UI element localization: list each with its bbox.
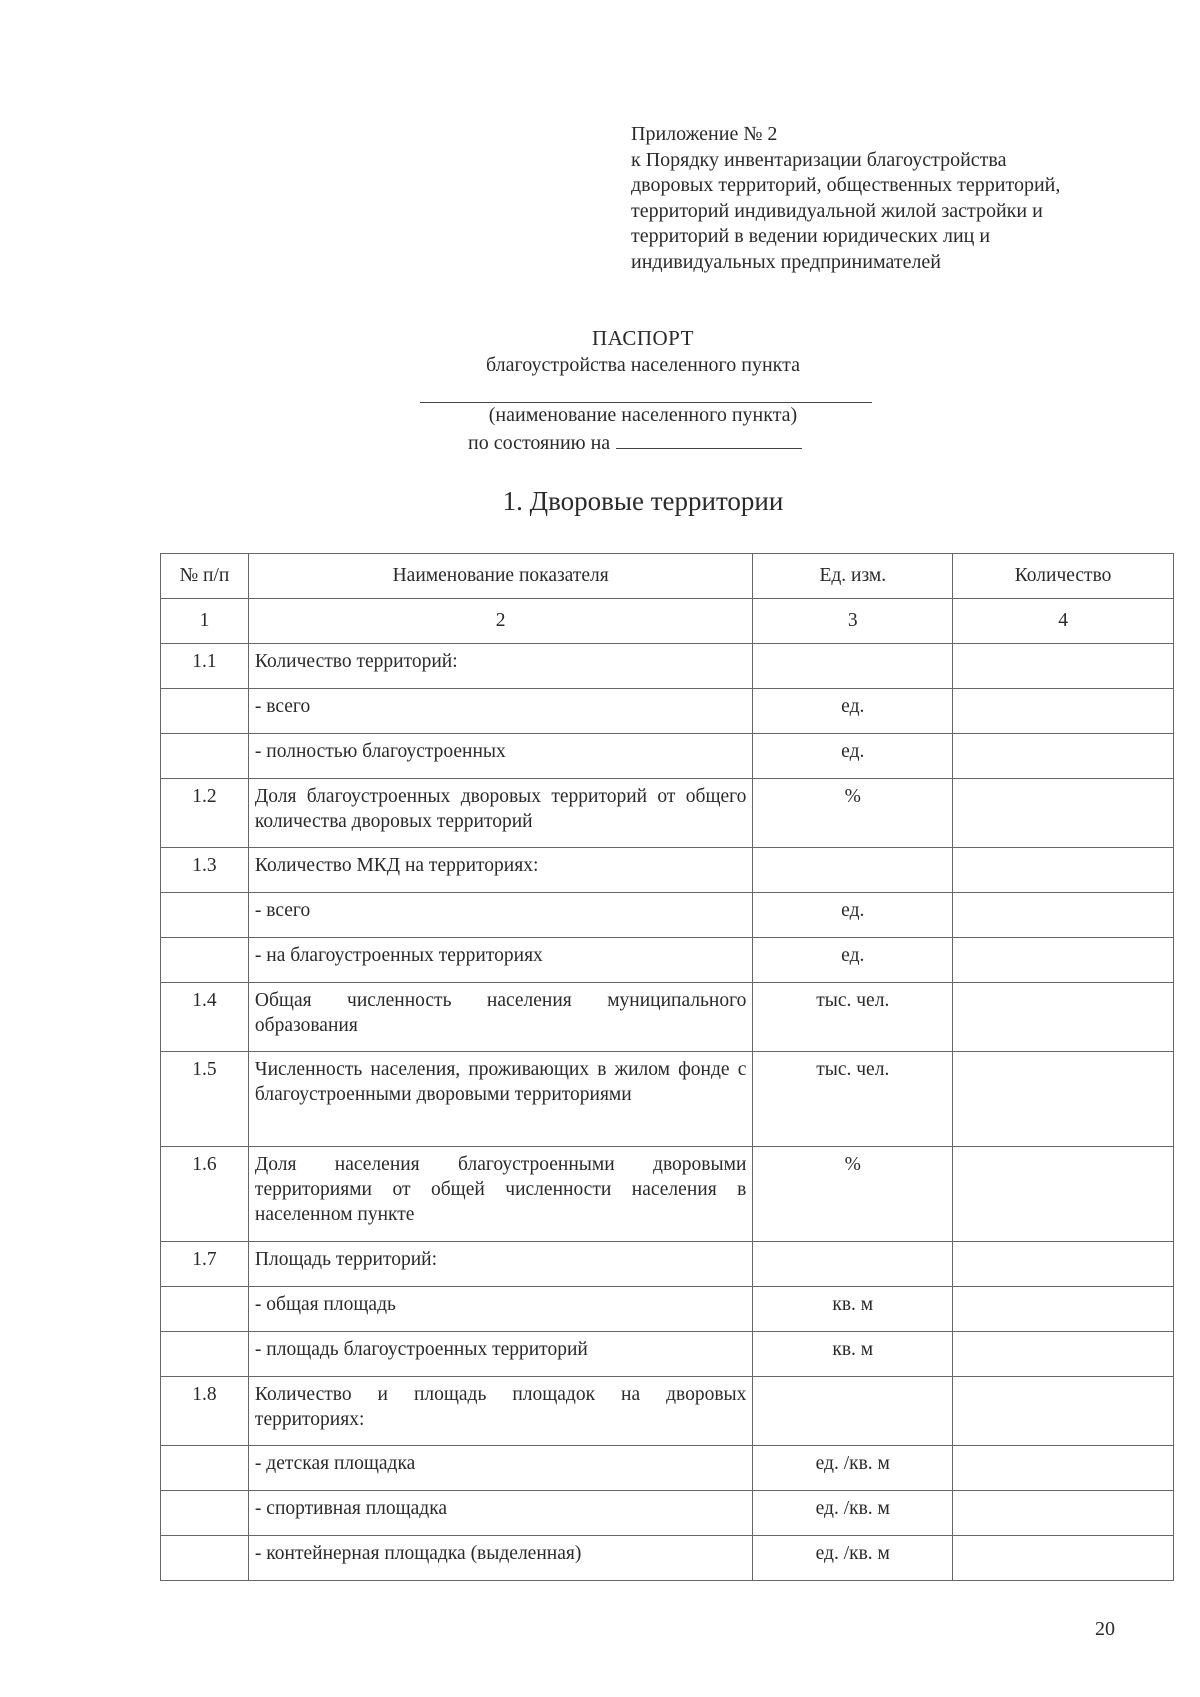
quantity-cell[interactable] [953, 1287, 1174, 1332]
section-title: 1. Дворовые территории [502, 486, 784, 516]
quantity-cell[interactable] [953, 1052, 1174, 1147]
row-number [161, 1332, 249, 1377]
row-number [161, 1536, 249, 1581]
indicator-name: - всего [248, 689, 752, 734]
quantity-cell[interactable] [953, 983, 1174, 1052]
indicator-name: - полностью благоустроенных [248, 734, 752, 779]
appendix-line: территорий индивидуальной жилой застройки и [631, 199, 1043, 222]
quantity-cell[interactable] [953, 938, 1174, 983]
column-header-unit: Ед. изм. [753, 554, 953, 599]
quantity-cell[interactable] [953, 1377, 1174, 1446]
row-number: 1.5 [161, 1052, 249, 1147]
row-number [161, 1446, 249, 1491]
column-index: 2 [248, 599, 752, 644]
unit-cell [753, 1377, 953, 1446]
table-header-row [161, 554, 1174, 599]
row-number [161, 1287, 249, 1332]
unit-cell: ед. [753, 938, 953, 983]
unit-cell: тыс. чел. [753, 1052, 953, 1147]
row-number [161, 734, 249, 779]
table-row [161, 1446, 1174, 1491]
indicator-name: Общая численность населения муниципального образования [248, 983, 752, 1052]
quantity-cell[interactable] [953, 1242, 1174, 1287]
row-number: 1.1 [161, 644, 249, 689]
column-header-indicator: Наименование показателя [248, 554, 752, 599]
indicator-name: Количество МКД на территориях: [248, 848, 752, 893]
column-index: 1 [161, 599, 249, 644]
quantity-cell[interactable] [953, 1491, 1174, 1536]
row-number: 1.2 [161, 779, 249, 848]
indicator-name: Количество и площадь площадок на дворовых территориях: [248, 1377, 752, 1446]
unit-cell: ед. [753, 734, 953, 779]
table-row [161, 1052, 1174, 1147]
indicator-name: - всего [248, 893, 752, 938]
appendix-reference [631, 122, 1060, 275]
indicator-name: Численность населения, проживающих в жилом фонде с благоустроенными дворовыми территориями [248, 1052, 752, 1147]
row-number [161, 893, 249, 938]
indicator-name: Доля населения благоустроенными дворовыми территориями от общей численности населения в населенном пункте [248, 1147, 752, 1242]
table-row [161, 1287, 1174, 1332]
row-number: 1.3 [161, 848, 249, 893]
indicator-name: - детская площадка [248, 1446, 752, 1491]
indicator-name: - спортивная площадка [248, 1491, 752, 1536]
unit-cell: % [753, 779, 953, 848]
appendix-line: территорий в ведении юридических лиц и [631, 225, 991, 247]
column-index: 3 [753, 599, 953, 644]
indicator-name: Доля благоустроенных дворовых территорий от общего количества дворовых территорий [248, 779, 752, 848]
row-number [161, 689, 249, 734]
column-index-row [161, 599, 1174, 644]
column-header-quantity: Количество [953, 554, 1174, 599]
quantity-cell[interactable] [953, 1332, 1174, 1377]
table-row [161, 1242, 1174, 1287]
column-header-number: № п/п [161, 554, 249, 599]
unit-cell: ед. /кв. м [753, 1536, 953, 1581]
quantity-cell[interactable] [953, 1446, 1174, 1491]
state-date-blank [616, 430, 802, 449]
indicator-name: Количество территорий: [248, 644, 752, 689]
row-number: 1.7 [161, 1242, 249, 1287]
passport-title: ПАСПОРТ [592, 326, 694, 350]
unit-cell: ед. /кв. м [753, 1446, 953, 1491]
unit-cell: ед. /кв. м [753, 1491, 953, 1536]
unit-cell [753, 1242, 953, 1287]
table-row [161, 983, 1174, 1052]
unit-cell: % [753, 1147, 953, 1242]
quantity-cell[interactable] [953, 893, 1174, 938]
quantity-cell[interactable] [953, 848, 1174, 893]
table-row [161, 1147, 1174, 1242]
table-row [161, 1332, 1174, 1377]
locality-blank-line [420, 402, 872, 403]
appendix-line: Приложение № 2 [631, 123, 778, 145]
table-row [161, 1377, 1174, 1446]
table-row [161, 1536, 1174, 1581]
quantity-cell[interactable] [953, 644, 1174, 689]
table-row [161, 644, 1174, 689]
quantity-cell[interactable] [953, 689, 1174, 734]
indicator-name: - на благоустроенных территориях [248, 938, 752, 983]
page-number: 20 [1095, 1618, 1115, 1640]
indicator-name: Площадь территорий: [248, 1242, 752, 1287]
unit-cell: ед. [753, 689, 953, 734]
quantity-cell[interactable] [953, 1147, 1174, 1242]
passport-subtitle: благоустройства населенного пункта [486, 354, 800, 376]
table-row [161, 938, 1174, 983]
appendix-line: к Порядку инвентаризации благоустройства [631, 148, 1007, 171]
quantity-cell[interactable] [953, 1536, 1174, 1581]
indicator-name: - площадь благоустроенных территорий [248, 1332, 752, 1377]
passport-table [160, 553, 1174, 1581]
unit-cell [753, 644, 953, 689]
unit-cell [753, 848, 953, 893]
row-number [161, 938, 249, 983]
indicator-name: - общая площадь [248, 1287, 752, 1332]
table-row [161, 848, 1174, 893]
unit-cell: кв. м [753, 1332, 953, 1377]
appendix-line: дворовых территорий, общественных территорий, [631, 174, 1061, 196]
unit-cell: ед. [753, 893, 953, 938]
state-label: по состоянию на [468, 432, 611, 454]
quantity-cell[interactable] [953, 779, 1174, 848]
row-number: 1.8 [161, 1377, 249, 1446]
row-number: 1.6 [161, 1147, 249, 1242]
table-row [161, 779, 1174, 848]
unit-cell: кв. м [753, 1287, 953, 1332]
unit-cell: тыс. чел. [753, 983, 953, 1052]
appendix-line: индивидуальных предпринимателей [631, 250, 941, 273]
table-row [161, 734, 1174, 779]
table-row [161, 689, 1174, 734]
state-date-line [468, 430, 802, 455]
row-number: 1.4 [161, 983, 249, 1052]
table-row [161, 1491, 1174, 1536]
indicator-name: - контейнерная площадка (выделенная) [248, 1536, 752, 1581]
column-index: 4 [953, 599, 1174, 644]
table-row [161, 893, 1174, 938]
locality-caption: (наименование населенного пункта) [488, 404, 798, 426]
quantity-cell[interactable] [953, 734, 1174, 779]
row-number [161, 1491, 249, 1536]
